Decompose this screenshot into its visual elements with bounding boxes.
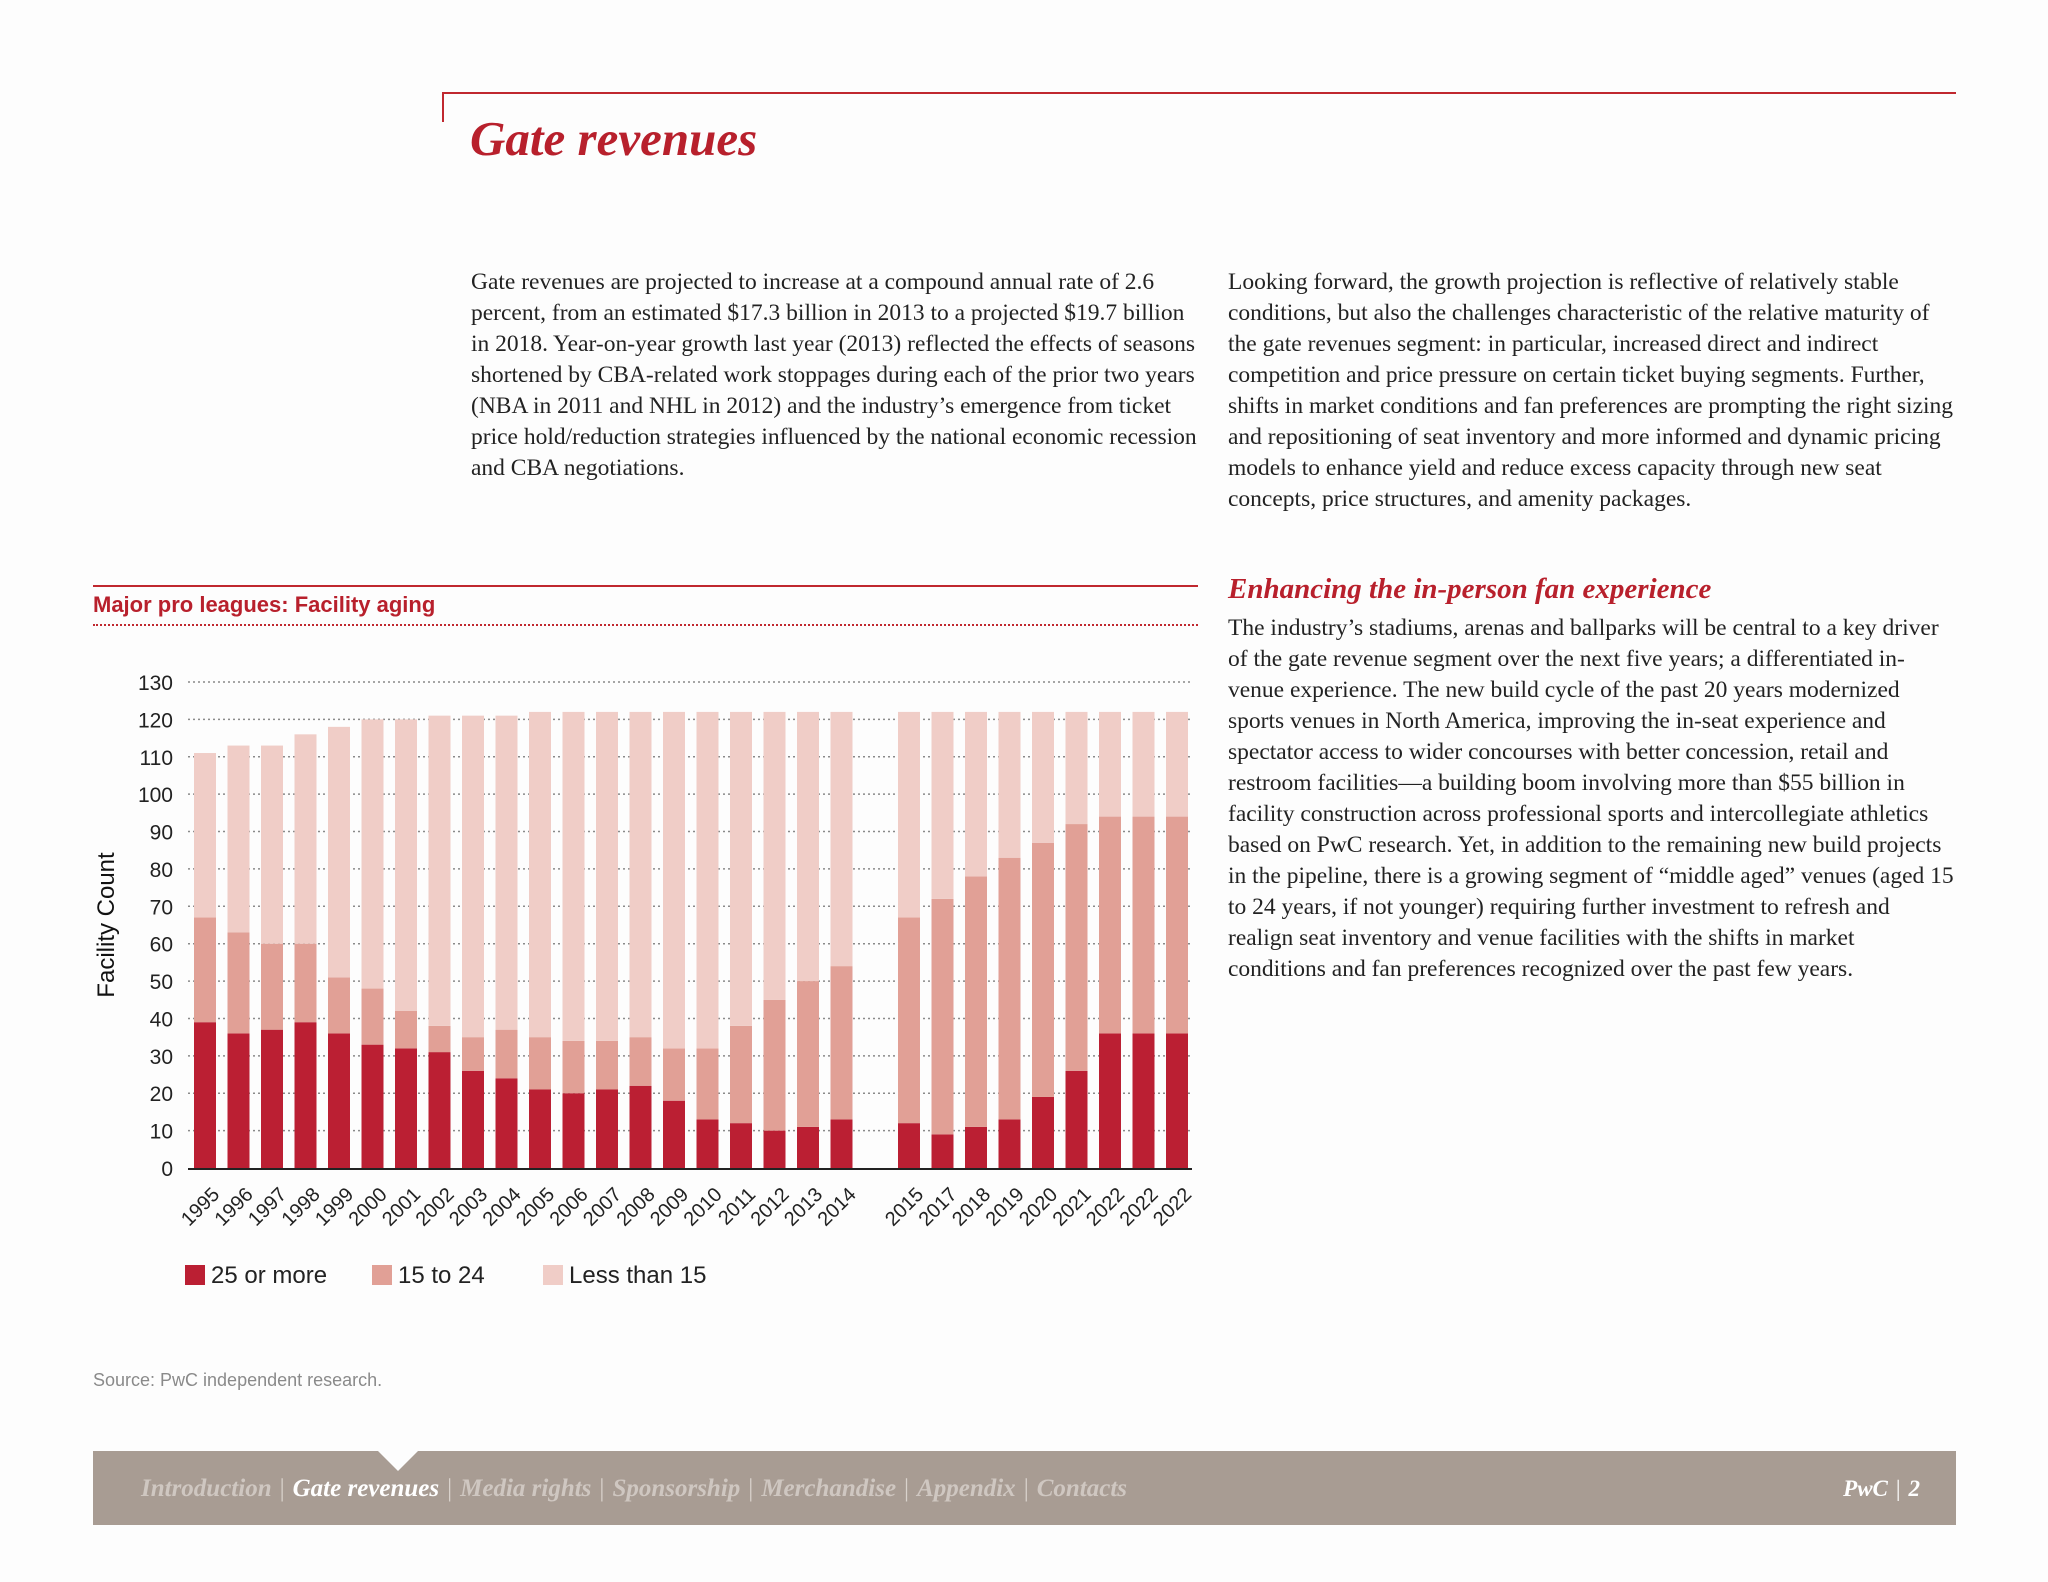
bar-segment-15-24: [1133, 817, 1155, 1034]
legend-swatch-15-24: [372, 1265, 392, 1285]
chart-rule-dotted: [93, 624, 1198, 626]
nav-separator: |: [599, 1475, 605, 1502]
intro-paragraph: [471, 267, 1201, 484]
bar-segment-25-plus: [797, 1127, 819, 1168]
bar-segment-15-24: [194, 918, 216, 1023]
nav-separator: |: [279, 1475, 285, 1502]
bar-segment-15-24: [596, 1041, 618, 1090]
page-title: Gate revenues: [470, 111, 758, 166]
y-tick-label: 10: [149, 1120, 173, 1144]
x-tick-label: 2015: [881, 1183, 929, 1231]
bar-segment-15-24: [764, 1000, 786, 1131]
bar-segment-lt15: [462, 716, 484, 1038]
bar-segment-15-24: [797, 981, 819, 1127]
bar-segment-25-plus: [965, 1127, 987, 1168]
bar-segment-lt15: [663, 712, 685, 1048]
bar-segment-lt15: [261, 746, 283, 944]
bar-segment-25-plus: [362, 1045, 384, 1168]
bar-segment-lt15: [496, 716, 518, 1030]
x-tick-label: 2007: [579, 1183, 627, 1231]
chart-rule-top: [93, 585, 1198, 587]
y-tick-label: 40: [149, 1008, 173, 1032]
top-rule: [442, 92, 1956, 94]
nav-item-sponsorship[interactable]: Sponsorship: [612, 1475, 741, 1502]
bar-segment-15-24: [730, 1026, 752, 1123]
y-tick-label: 30: [149, 1045, 173, 1069]
bar-segment-lt15: [295, 734, 317, 943]
x-tick-label: 2001: [378, 1183, 426, 1231]
intro-paragraph-text: Gate revenues are projected to increase at a compound annual rate of 2.6 percent, from an estimated $17.3 billion in 2013 to a projected $19.7 billion in 2018. Year-on-year growth last year (2013) reflected the effects of seasons shortened by CBA-related work stoppages during each of the prior two years (NBA in 2011 and NHL in 2012) and the industry’s emergence from ticket price hold/reduction strategies influenced by the national economic recession and CBA negotiations.: [471, 269, 1197, 481]
bar-segment-25-plus: [328, 1033, 350, 1168]
bar-segment-lt15: [194, 753, 216, 917]
bar-segment-25-plus: [395, 1048, 417, 1168]
bar-segment-25-plus: [429, 1052, 451, 1168]
nav-separator: |: [447, 1475, 453, 1502]
source-note: Source: PwC independent research.: [93, 1370, 383, 1390]
bar-segment-15-24: [429, 1026, 451, 1052]
bar-segment-15-24: [1099, 817, 1121, 1034]
x-tick-label: 1998: [277, 1183, 325, 1231]
legend-swatch-25-plus: [185, 1265, 205, 1285]
y-tick-label: 60: [149, 933, 173, 957]
bar-segment-lt15: [730, 712, 752, 1026]
legend-item-15-24: [372, 1262, 485, 1290]
y-tick-label: 120: [137, 709, 173, 733]
bar-segment-15-24: [663, 1048, 685, 1100]
bar-segment-15-24: [529, 1037, 551, 1089]
x-tick-label: 2022: [1115, 1183, 1163, 1231]
y-tick-label: 130: [137, 672, 173, 695]
page-number: 2: [1908, 1476, 1920, 1501]
fan-experience-paragraph-text: The industry’s stadiums, arenas and ballparks will be central to a key driver of the gate revenue segment over the next five years; a differentiated in-venue experience. The new build cycle of the past 20 years modernized sports venues in North America, improving the in-seat experience and spectator access to wider concourses with better concession, retail and restroom facilities—a building boom involving more than $55 billion in facility construction across professional sports and intercollegiate athletics based on PwC research. Yet, in addition to the remaining new build projects in the pipeline, there is a growing segment of “middle aged” venues (aged 15 to 24 years, if not younger) requiring further investment to refresh and realign seat inventory and venue facilities with the shifts in market conditions and fan preferences recognized over the past few years.: [1228, 615, 1954, 982]
y-tick-label: 20: [149, 1083, 173, 1107]
bar-segment-lt15: [965, 712, 987, 876]
outlook-paragraph-text: Looking forward, the growth projection is reflective of relatively stable conditions, but also the challenges characteristic of the relative maturity of the gate revenues segment: in particular, increased direct and indirect competition and price pressure on certain ticket buying segments. Further, shifts in market conditions and fan preferences are prompting the right sizing and repositioning of seat inventory and more informed and dynamic pricing models to enhance yield and reduce excess capacity through new seat concepts, price structures, and amenity packages.: [1228, 269, 1954, 512]
x-tick-label: 2022: [1149, 1183, 1197, 1231]
bar-segment-15-24: [1066, 824, 1088, 1071]
bar-segment-lt15: [764, 712, 786, 1000]
x-tick-label: 2000: [344, 1183, 392, 1231]
legend-label-lt15: Less than 15: [569, 1262, 707, 1289]
bar-segment-15-24: [630, 1037, 652, 1086]
nav-item-contacts[interactable]: Contacts: [1036, 1475, 1127, 1502]
fan-experience-paragraph: [1228, 613, 1958, 985]
bar-segment-25-plus: [932, 1134, 954, 1168]
bar-segment-25-plus: [697, 1119, 719, 1168]
bar-segment-lt15: [228, 746, 250, 933]
y-tick-label: 0: [161, 1158, 173, 1181]
legend-item-25-plus: [185, 1262, 327, 1290]
x-tick-label: 2019: [981, 1183, 1029, 1231]
bar-segment-25-plus: [764, 1131, 786, 1168]
nav-item-media-rights[interactable]: Media rights: [460, 1475, 592, 1502]
x-tick-label: 2011: [714, 1183, 761, 1230]
y-tick-label: 70: [149, 896, 173, 920]
x-tick-label: 2013: [780, 1183, 828, 1231]
bar-segment-15-24: [228, 932, 250, 1033]
bar-segment-lt15: [797, 712, 819, 981]
bar-segment-25-plus: [261, 1030, 283, 1168]
x-tick-label: 2008: [612, 1183, 660, 1231]
bar-segment-15-24: [1166, 817, 1188, 1034]
bar-segment-25-plus: [529, 1089, 551, 1168]
nav-item-appendix[interactable]: Appendix: [917, 1475, 1016, 1502]
bar-segment-25-plus: [898, 1123, 920, 1168]
x-tick-label: 1997: [244, 1183, 292, 1231]
footer-nav: [141, 1451, 1127, 1525]
bar-segment-lt15: [1066, 712, 1088, 824]
chart-title: Major pro leagues: Facility aging: [93, 592, 436, 617]
bar-segment-lt15: [328, 727, 350, 977]
bar-segment-25-plus: [630, 1086, 652, 1168]
footer-bar: [93, 1451, 1956, 1525]
footer-notch: [378, 1451, 418, 1471]
bar-segment-15-24: [496, 1030, 518, 1079]
y-tick-label: 80: [149, 858, 173, 882]
bar-segment-15-24: [831, 966, 853, 1119]
bar-segment-lt15: [898, 712, 920, 918]
bar-segment-lt15: [697, 712, 719, 1048]
bar-segment-25-plus: [1133, 1033, 1155, 1168]
legend-swatch-lt15: [543, 1265, 563, 1285]
bar-segment-lt15: [429, 716, 451, 1026]
bar-segment-15-24: [965, 876, 987, 1126]
x-tick-label: 2012: [746, 1183, 794, 1231]
bar-segment-25-plus: [496, 1078, 518, 1168]
x-tick-label: 2022: [1082, 1183, 1130, 1231]
nav-item-gate-revenues[interactable]: Gate revenues: [292, 1475, 440, 1502]
bar-segment-lt15: [1166, 712, 1188, 817]
nav-separator: |: [748, 1475, 754, 1502]
legend-label-25-plus: 25 or more: [211, 1262, 328, 1289]
bar-segment-25-plus: [596, 1089, 618, 1168]
bar-segment-25-plus: [295, 1022, 317, 1168]
bar-segment-25-plus: [1032, 1097, 1054, 1168]
bar-segment-lt15: [563, 712, 585, 1041]
legend-item-lt15: [543, 1262, 706, 1290]
outlook-paragraph: [1228, 267, 1958, 515]
bar-segment-15-24: [1032, 843, 1054, 1097]
x-tick-label: 2005: [512, 1183, 560, 1231]
x-tick-label: 2004: [478, 1183, 526, 1231]
bar-segment-15-24: [395, 1011, 417, 1048]
y-tick-label: 50: [149, 971, 173, 995]
nav-item-introduction[interactable]: Introduction: [141, 1475, 272, 1502]
bar-segment-25-plus: [228, 1033, 250, 1168]
nav-separator: |: [904, 1475, 910, 1502]
bar-segment-15-24: [261, 944, 283, 1030]
bar-segment-lt15: [1099, 712, 1121, 817]
bar-segment-25-plus: [1066, 1071, 1088, 1168]
footer-brand: [1843, 1451, 1920, 1527]
bar-segment-lt15: [932, 712, 954, 899]
bar-segment-15-24: [932, 899, 954, 1135]
bar-segment-lt15: [831, 712, 853, 966]
x-tick-label: 2021: [1048, 1183, 1096, 1231]
bar-segment-25-plus: [1166, 1033, 1188, 1168]
bar-segment-lt15: [529, 712, 551, 1037]
x-tick-label: 2003: [445, 1183, 493, 1231]
bar-segment-15-24: [999, 858, 1021, 1120]
bar-segment-lt15: [362, 719, 384, 988]
bar-segment-lt15: [999, 712, 1021, 858]
bar-segment-25-plus: [999, 1119, 1021, 1168]
x-tick-label: 2002: [411, 1183, 459, 1231]
x-tick-label: 2018: [948, 1183, 996, 1231]
x-tick-label: 2010: [679, 1183, 727, 1231]
x-tick-label: 2017: [914, 1183, 962, 1231]
x-tick-label: 2006: [545, 1183, 593, 1231]
x-tick-label: 2020: [1015, 1183, 1063, 1231]
section-subheading: Enhancing the in-person fan experience: [1228, 573, 1712, 605]
bar-segment-15-24: [328, 977, 350, 1033]
bar-segment-25-plus: [831, 1119, 853, 1168]
x-tick-label: 1996: [210, 1183, 258, 1231]
y-tick-label: 100: [137, 784, 173, 808]
bar-segment-25-plus: [194, 1022, 216, 1168]
bar-segment-25-plus: [663, 1101, 685, 1168]
top-rule-corner: [442, 92, 444, 122]
facility-aging-chart: [0, 640, 1210, 1260]
bar-segment-15-24: [898, 918, 920, 1124]
nav-separator: |: [1023, 1475, 1029, 1502]
bar-segment-15-24: [295, 944, 317, 1023]
y-axis-label: Facility Count: [93, 852, 120, 998]
bar-segment-lt15: [1133, 712, 1155, 817]
bar-segment-lt15: [596, 712, 618, 1041]
bar-segment-15-24: [697, 1048, 719, 1119]
brand-separator: |: [1895, 1476, 1901, 1501]
bar-segment-15-24: [362, 989, 384, 1045]
x-tick-label: 1995: [177, 1183, 225, 1231]
bar-segment-25-plus: [730, 1123, 752, 1168]
bar-segment-25-plus: [462, 1071, 484, 1168]
bar-segment-lt15: [630, 712, 652, 1037]
bar-segment-lt15: [395, 719, 417, 1011]
x-tick-label: 2009: [646, 1183, 694, 1231]
y-tick-label: 90: [149, 821, 173, 845]
bar-segment-15-24: [563, 1041, 585, 1093]
bar-segment-25-plus: [563, 1093, 585, 1168]
x-tick-label: 2014: [813, 1183, 861, 1231]
y-tick-label: 110: [139, 746, 173, 770]
bar-segment-lt15: [1032, 712, 1054, 843]
x-tick-label: 1999: [311, 1183, 359, 1231]
nav-item-merchandise[interactable]: Merchandise: [761, 1475, 897, 1502]
legend-label-15-24: 15 to 24: [398, 1262, 485, 1289]
bar-segment-15-24: [462, 1037, 484, 1071]
brand-name: PwC: [1843, 1476, 1888, 1501]
bar-segment-25-plus: [1099, 1033, 1121, 1168]
